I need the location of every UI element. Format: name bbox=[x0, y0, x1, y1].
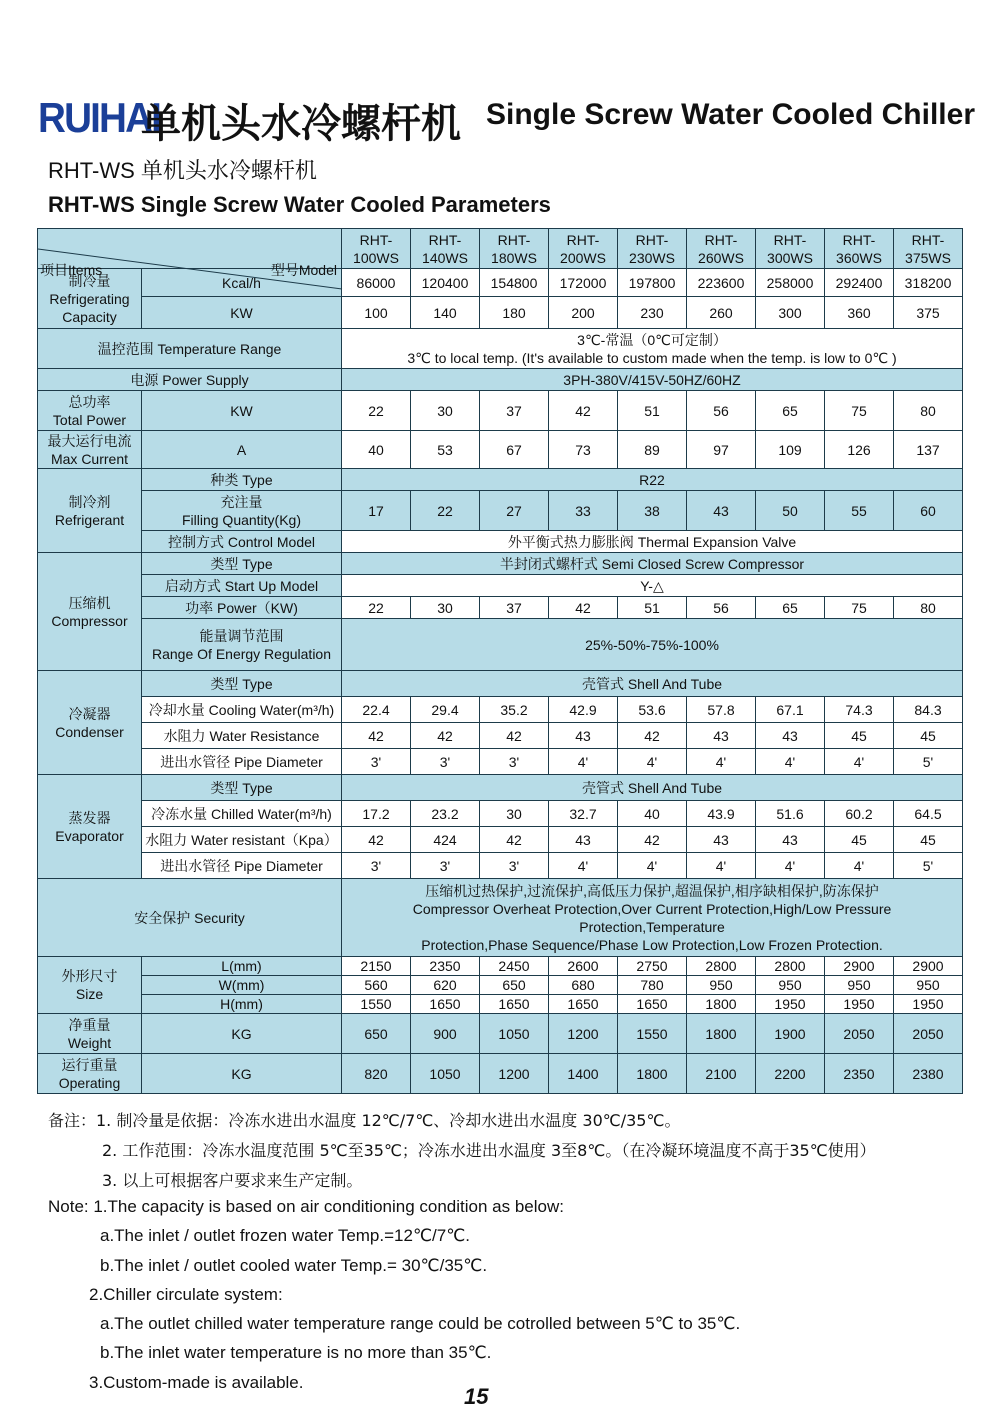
sub-label: H(mm) bbox=[142, 995, 342, 1014]
value-cell: 172000 bbox=[549, 269, 618, 297]
value-cell: 2800 bbox=[756, 957, 825, 976]
value-cell: 2750 bbox=[618, 957, 687, 976]
value-cell: 22.4 bbox=[342, 697, 411, 723]
value-cell: 375 bbox=[894, 297, 963, 329]
value-cell: 30 bbox=[480, 801, 549, 827]
value-cell: 42 bbox=[342, 723, 411, 749]
value-cell: 57.8 bbox=[687, 697, 756, 723]
value-cell: 950 bbox=[756, 976, 825, 995]
value-cell: 2800 bbox=[687, 957, 756, 976]
value-cell: 292400 bbox=[825, 269, 894, 297]
value-cell: 4' bbox=[687, 853, 756, 879]
model-header: RHT- 375WS bbox=[894, 229, 963, 269]
sub-label: 种类 Type bbox=[142, 469, 342, 491]
condenser-type-row bbox=[38, 671, 963, 697]
unit-cell: KW bbox=[142, 297, 342, 329]
value-cell: 56 bbox=[687, 597, 756, 619]
note-cn-3: 3. 以上可根据客户要求来生产定制。 bbox=[102, 1171, 363, 1190]
power-supply-label: 电源 Power Supply bbox=[38, 369, 342, 391]
value-cell: 60 bbox=[894, 491, 963, 531]
value-cell: 65 bbox=[756, 597, 825, 619]
page-number: 15 bbox=[464, 1384, 489, 1409]
value-cell: 4' bbox=[549, 749, 618, 775]
notes-chinese bbox=[48, 1106, 876, 1196]
value-cell: 2380 bbox=[894, 1054, 963, 1094]
value-cell: 2200 bbox=[756, 1054, 825, 1094]
size-l-row bbox=[38, 957, 963, 976]
value-cell: 42 bbox=[480, 723, 549, 749]
value-cell: 17.2 bbox=[342, 801, 411, 827]
value-cell: 109 bbox=[756, 431, 825, 469]
value-cell: 2150 bbox=[342, 957, 411, 976]
value-cell: 3' bbox=[480, 749, 549, 775]
value-cell: 137 bbox=[894, 431, 963, 469]
refrigerant-control-row bbox=[38, 531, 963, 553]
size-w-row bbox=[38, 976, 963, 995]
value-cell: 45 bbox=[825, 723, 894, 749]
value-cell: 1800 bbox=[687, 1014, 756, 1054]
size-label: 外形尺寸 Size bbox=[38, 957, 142, 1014]
value-cell: 4' bbox=[618, 853, 687, 879]
value-cell: 100 bbox=[342, 297, 411, 329]
max-current-label: 最大运行电流 Max Current bbox=[38, 431, 142, 469]
sub-label: 类型 Type bbox=[142, 671, 342, 697]
sub-label: 能量调节范围 Range Of Energy Regulation bbox=[142, 619, 342, 671]
value-cell: 75 bbox=[825, 597, 894, 619]
value-cell: 318200 bbox=[894, 269, 963, 297]
value-cell: 43 bbox=[549, 827, 618, 853]
note-cn-2: 2. 工作范围：冷冻水温度范围 5℃至35℃；冷冻水进出水温度 3至8℃。（在冷凝环境温度不高于35℃使用） bbox=[102, 1141, 876, 1160]
value-cell: 43.9 bbox=[687, 801, 756, 827]
value-cell: 1550 bbox=[342, 995, 411, 1014]
value-cell: 2050 bbox=[825, 1014, 894, 1054]
title-english: Single Screw Water Cooled Chiller bbox=[486, 98, 975, 131]
value-cell: 89 bbox=[618, 431, 687, 469]
value-cell: 55 bbox=[825, 491, 894, 531]
evaporator-pipe-row bbox=[38, 853, 963, 879]
value-cell: 4' bbox=[618, 749, 687, 775]
subtitle-chinese: RHT-WS 单机头水冷螺杆机 bbox=[48, 158, 317, 183]
temp-range-value: 3℃-常温（0℃可定制） 3℃ to local temp. (It's available to custom made when the temp. is low to 0℃ ) bbox=[342, 329, 963, 369]
value-cell: 424 bbox=[411, 827, 480, 853]
brand-logo: RUIHAI bbox=[38, 94, 161, 141]
value-cell: 1400 bbox=[549, 1054, 618, 1094]
value-cell: 1050 bbox=[480, 1014, 549, 1054]
compressor-type-row bbox=[38, 553, 963, 575]
value-cell: 74.3 bbox=[825, 697, 894, 723]
value-cell: 51 bbox=[618, 597, 687, 619]
value-cell: 29.4 bbox=[411, 697, 480, 723]
value-cell: 22 bbox=[342, 391, 411, 431]
value-cell: 23.2 bbox=[411, 801, 480, 827]
refrigerant-type-value: R22 bbox=[342, 469, 963, 491]
evaporator-type-value: 壳管式 Shell And Tube bbox=[342, 775, 963, 801]
value-cell: 140 bbox=[411, 297, 480, 329]
evaporator-label: 蒸发器 Evaporator bbox=[38, 775, 142, 879]
value-cell: 1650 bbox=[549, 995, 618, 1014]
value-cell: 45 bbox=[894, 723, 963, 749]
value-cell: 4' bbox=[825, 853, 894, 879]
value-cell: 43 bbox=[687, 491, 756, 531]
value-cell: 4' bbox=[549, 853, 618, 879]
value-cell: 51 bbox=[618, 391, 687, 431]
value-cell: 1650 bbox=[480, 995, 549, 1014]
note-cn-1: 备注：1. 制冷量是依据：冷冻水进出水温度 12℃/7℃、冷却水进出水温度 30℃/35℃。 bbox=[48, 1111, 681, 1130]
model-header: RHT- 100WS bbox=[342, 229, 411, 269]
value-cell: 33 bbox=[549, 491, 618, 531]
value-cell: 45 bbox=[825, 827, 894, 853]
note-en-4: 2.Chiller circulate system: bbox=[89, 1284, 283, 1304]
sub-label: 控制方式 Control Model bbox=[142, 531, 342, 553]
power-supply-value: 3PH-380V/415V-50HZ/60HZ bbox=[342, 369, 963, 391]
condenser-resist-row bbox=[38, 723, 963, 749]
value-cell: 3' bbox=[411, 749, 480, 775]
operating-weight-label: 运行重量 Operating bbox=[38, 1054, 142, 1094]
value-cell: 4' bbox=[756, 853, 825, 879]
value-cell: 32.7 bbox=[549, 801, 618, 827]
value-cell: 40 bbox=[618, 801, 687, 827]
value-cell: 50 bbox=[756, 491, 825, 531]
net-weight-row bbox=[38, 1014, 963, 1054]
sub-label: 类型 Type bbox=[142, 553, 342, 575]
value-cell: 27 bbox=[480, 491, 549, 531]
sub-label: L(mm) bbox=[142, 957, 342, 976]
value-cell: 4' bbox=[756, 749, 825, 775]
value-cell: 1950 bbox=[756, 995, 825, 1014]
value-cell: 2600 bbox=[549, 957, 618, 976]
value-cell: 67.1 bbox=[756, 697, 825, 723]
value-cell: 2350 bbox=[825, 1054, 894, 1094]
value-cell: 650 bbox=[342, 1014, 411, 1054]
value-cell: 65 bbox=[756, 391, 825, 431]
value-cell: 1800 bbox=[618, 1054, 687, 1094]
model-label: 型号Model bbox=[270, 261, 337, 278]
value-cell: 40 bbox=[342, 431, 411, 469]
refrigerant-label: 制冷剂 Refrigerant bbox=[38, 469, 142, 553]
security-label: 安全保护 Security bbox=[38, 879, 342, 957]
header-row bbox=[38, 229, 963, 269]
value-cell: 258000 bbox=[756, 269, 825, 297]
value-cell: 2350 bbox=[411, 957, 480, 976]
net-weight-label: 净重量 Weight bbox=[38, 1014, 142, 1054]
value-cell: 97 bbox=[687, 431, 756, 469]
value-cell: 60.2 bbox=[825, 801, 894, 827]
value-cell: 230 bbox=[618, 297, 687, 329]
value-cell: 650 bbox=[480, 976, 549, 995]
model-header: RHT- 260WS bbox=[687, 229, 756, 269]
value-cell: 560 bbox=[342, 976, 411, 995]
value-cell: 3' bbox=[480, 853, 549, 879]
value-cell: 22 bbox=[411, 491, 480, 531]
value-cell: 223600 bbox=[687, 269, 756, 297]
condenser-water-row bbox=[38, 697, 963, 723]
model-header: RHT- 360WS bbox=[825, 229, 894, 269]
value-cell: 17 bbox=[342, 491, 411, 531]
value-cell: 3' bbox=[342, 853, 411, 879]
value-cell: 1800 bbox=[687, 995, 756, 1014]
value-cell: 84.3 bbox=[894, 697, 963, 723]
note-en-5: a.The outlet chilled water temperature range could be cotrolled between 5℃ to 35℃. bbox=[100, 1314, 741, 1334]
value-cell: 86000 bbox=[342, 269, 411, 297]
value-cell: 180 bbox=[480, 297, 549, 329]
condenser-label: 冷凝器 Condenser bbox=[38, 671, 142, 775]
value-cell: 1950 bbox=[894, 995, 963, 1014]
value-cell: 950 bbox=[687, 976, 756, 995]
value-cell: 2900 bbox=[825, 957, 894, 976]
value-cell: 900 bbox=[411, 1014, 480, 1054]
value-cell: 35.2 bbox=[480, 697, 549, 723]
value-cell: 120400 bbox=[411, 269, 480, 297]
note-en-3: b.The inlet / outlet cooled water Temp.= 30℃/35℃. bbox=[100, 1255, 488, 1275]
value-cell: 30 bbox=[411, 597, 480, 619]
total-power-row bbox=[38, 391, 963, 431]
notes-english bbox=[48, 1192, 740, 1397]
value-cell: 1050 bbox=[411, 1054, 480, 1094]
value-cell: 126 bbox=[825, 431, 894, 469]
value-cell: 2100 bbox=[687, 1054, 756, 1094]
value-cell: 64.5 bbox=[894, 801, 963, 827]
value-cell: 75 bbox=[825, 391, 894, 431]
unit-cell: KG bbox=[142, 1054, 342, 1094]
sub-label: 冷却水量 Cooling Water(m³/h) bbox=[142, 697, 342, 723]
page-header bbox=[38, 90, 988, 147]
refrigerant-type-row bbox=[38, 469, 963, 491]
sub-label: 功率 Power（KW) bbox=[142, 597, 342, 619]
value-cell: 4' bbox=[687, 749, 756, 775]
evaporator-water-row bbox=[38, 801, 963, 827]
value-cell: 73 bbox=[549, 431, 618, 469]
refrigerant-filling-row bbox=[38, 491, 963, 531]
value-cell: 1200 bbox=[549, 1014, 618, 1054]
note-en-1: Note: 1.The capacity is based on air conditioning condition as below: bbox=[48, 1197, 564, 1216]
value-cell: 42 bbox=[411, 723, 480, 749]
value-cell: 1650 bbox=[411, 995, 480, 1014]
value-cell: 51.6 bbox=[756, 801, 825, 827]
value-cell: 37 bbox=[480, 391, 549, 431]
value-cell: 260 bbox=[687, 297, 756, 329]
evaporator-type-row bbox=[38, 775, 963, 801]
condenser-pipe-row bbox=[38, 749, 963, 775]
note-en-2: a.The inlet / outlet frozen water Temp.=12℃/7℃. bbox=[100, 1226, 471, 1246]
value-cell: 1200 bbox=[480, 1054, 549, 1094]
value-cell: 1900 bbox=[756, 1014, 825, 1054]
value-cell: 3' bbox=[342, 749, 411, 775]
value-cell: 43 bbox=[687, 723, 756, 749]
value-cell: 43 bbox=[756, 827, 825, 853]
value-cell: 42 bbox=[618, 723, 687, 749]
value-cell: 820 bbox=[342, 1054, 411, 1094]
model-header: RHT- 300WS bbox=[756, 229, 825, 269]
value-cell: 5' bbox=[894, 749, 963, 775]
power-supply-row bbox=[38, 369, 963, 391]
value-cell: 43 bbox=[687, 827, 756, 853]
model-header: RHT- 180WS bbox=[480, 229, 549, 269]
value-cell: 1950 bbox=[825, 995, 894, 1014]
value-cell: 950 bbox=[825, 976, 894, 995]
model-header: RHT- 140WS bbox=[411, 229, 480, 269]
sub-label: 进出水管径 Pipe Diameter bbox=[142, 853, 342, 879]
value-cell: 67 bbox=[480, 431, 549, 469]
note-en-6: b.The inlet water temperature is no more than 35℃. bbox=[100, 1343, 492, 1363]
unit-cell: KG bbox=[142, 1014, 342, 1054]
operating-weight-row bbox=[38, 1054, 963, 1094]
value-cell: 42 bbox=[342, 827, 411, 853]
compressor-power-row bbox=[38, 597, 963, 619]
max-current-row bbox=[38, 431, 963, 469]
total-power-label: 总功率 Total Power bbox=[38, 391, 142, 431]
value-cell: 680 bbox=[549, 976, 618, 995]
sub-label: 冷冻水量 Chilled Water(m³/h) bbox=[142, 801, 342, 827]
compressor-energy-row bbox=[38, 619, 963, 671]
unit-cell: Kcal/h bbox=[142, 269, 342, 297]
evaporator-resist-row bbox=[38, 827, 963, 853]
value-cell: 5' bbox=[894, 853, 963, 879]
value-cell: 80 bbox=[894, 391, 963, 431]
value-cell: 3' bbox=[411, 853, 480, 879]
sub-label: W(mm) bbox=[142, 976, 342, 995]
value-cell: 4' bbox=[825, 749, 894, 775]
items-label: 项目Items bbox=[40, 261, 103, 278]
control-value: 外平衡式热力膨胀阀 Thermal Expansion Valve bbox=[342, 531, 963, 553]
value-cell: 42 bbox=[618, 827, 687, 853]
value-cell: 1650 bbox=[618, 995, 687, 1014]
compressor-startup-row bbox=[38, 575, 963, 597]
value-cell: 53.6 bbox=[618, 697, 687, 723]
value-cell: 30 bbox=[411, 391, 480, 431]
value-cell: 42.9 bbox=[549, 697, 618, 723]
sub-label: 水阻力 Water resistant（Kpa） bbox=[142, 827, 342, 853]
note-en-7: 3.Custom-made is available. bbox=[89, 1372, 304, 1392]
value-cell: 42 bbox=[549, 391, 618, 431]
value-cell: 197800 bbox=[618, 269, 687, 297]
corner-header bbox=[38, 229, 342, 278]
value-cell: 360 bbox=[825, 297, 894, 329]
sub-label: 启动方式 Start Up Model bbox=[142, 575, 342, 597]
compressor-type-value: 半封闭式螺杆式 Semi Closed Screw Compressor bbox=[342, 553, 963, 575]
value-cell: 1550 bbox=[618, 1014, 687, 1054]
value-cell: 2450 bbox=[480, 957, 549, 976]
capacity-label: 制冷量 Refrigerating Capacity bbox=[38, 269, 142, 329]
value-cell: 42 bbox=[549, 597, 618, 619]
value-cell: 45 bbox=[894, 827, 963, 853]
value-cell: 37 bbox=[480, 597, 549, 619]
value-cell: 620 bbox=[411, 976, 480, 995]
value-cell: 300 bbox=[756, 297, 825, 329]
value-cell: 200 bbox=[549, 297, 618, 329]
value-cell: 53 bbox=[411, 431, 480, 469]
value-cell: 56 bbox=[687, 391, 756, 431]
value-cell: 950 bbox=[894, 976, 963, 995]
sub-label: 充注量 Filling Quantity(Kg) bbox=[142, 491, 342, 531]
condenser-type-value: 壳管式 Shell And Tube bbox=[342, 671, 963, 697]
value-cell: 80 bbox=[894, 597, 963, 619]
unit-cell: KW bbox=[142, 391, 342, 431]
value-cell: 43 bbox=[549, 723, 618, 749]
startup-value: Y-△ bbox=[342, 575, 963, 597]
value-cell: 22 bbox=[342, 597, 411, 619]
size-h-row bbox=[38, 995, 963, 1014]
parameters-table bbox=[37, 228, 963, 1094]
security-row bbox=[38, 879, 963, 957]
value-cell: 780 bbox=[618, 976, 687, 995]
capacity-kw-row bbox=[38, 297, 963, 329]
temp-range-label: 温控范围 Temperature Range bbox=[38, 329, 342, 369]
sub-label: 进出水管径 Pipe Diameter bbox=[142, 749, 342, 775]
unit-cell: A bbox=[142, 431, 342, 469]
compressor-label: 压缩机 Compressor bbox=[38, 553, 142, 671]
value-cell: 154800 bbox=[480, 269, 549, 297]
subtitle-english: RHT-WS Single Screw Water Cooled Parameters bbox=[48, 192, 551, 217]
value-cell: 42 bbox=[480, 827, 549, 853]
value-cell: 2050 bbox=[894, 1014, 963, 1054]
sub-label: 水阻力 Water Resistance bbox=[142, 723, 342, 749]
value-cell: 2900 bbox=[894, 957, 963, 976]
security-value: 压缩机过热保护,过流保护,高低压力保护,超温保护,相序缺相保护,防冻保护 Compressor Overheat Protection,Over Current Protection,High/Low Pressure Protection,Temperature Protection,Phase Sequence/Phase Low Protection,Low Frozen Protection. bbox=[342, 879, 963, 957]
value-cell: 38 bbox=[618, 491, 687, 531]
title-chinese: 单机头水冷螺杆机 bbox=[141, 101, 461, 147]
temp-range-row bbox=[38, 329, 963, 369]
energy-value: 25%-50%-75%-100% bbox=[342, 619, 963, 671]
sub-label: 类型 Type bbox=[142, 775, 342, 801]
model-header: RHT- 230WS bbox=[618, 229, 687, 269]
value-cell: 43 bbox=[756, 723, 825, 749]
model-header: RHT- 200WS bbox=[549, 229, 618, 269]
